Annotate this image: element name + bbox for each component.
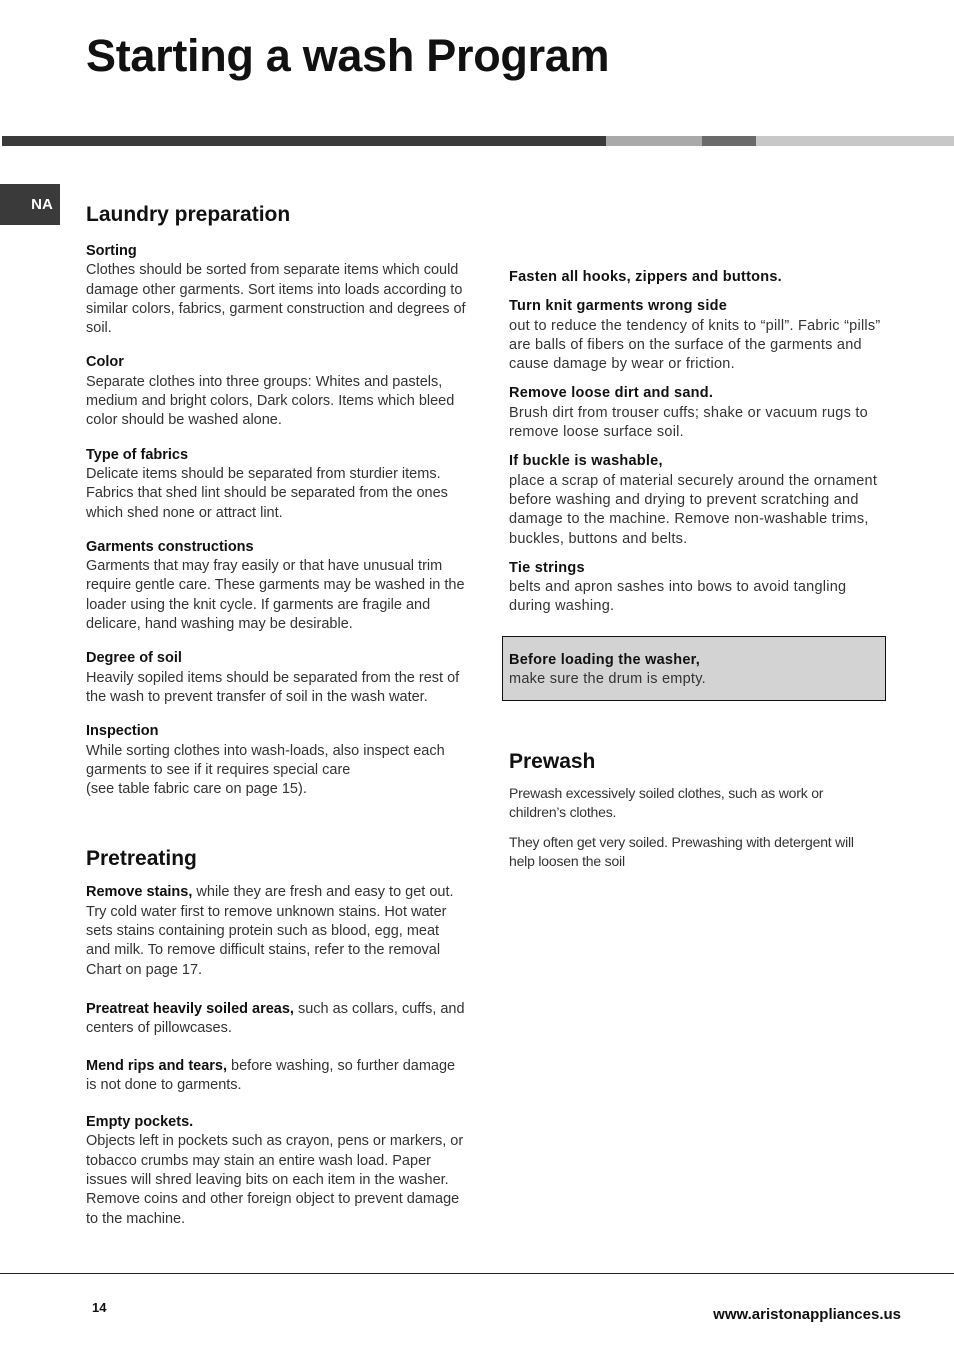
page-number: 14: [92, 1300, 107, 1315]
right-item-head: Tie strings: [509, 559, 585, 576]
notice-box: [502, 636, 886, 701]
right-item-buckle: [509, 452, 887, 548]
prep-item-head: Sorting: [86, 243, 137, 259]
region-tab-label: NA: [31, 196, 53, 213]
right-item-head: Remove loose dirt and sand.: [509, 385, 714, 402]
prep-item-body: Clothes should be sorted from separate items which could damage other garments. Sort items into loads according to similar colors, fabrics, garment construction and degrees of soil.: [86, 262, 466, 337]
pretreat-item-body: while they are fresh and easy to get out. Try cold water first to remove unknown stains. Hot water sets stains containing protein such as blood, egg, meat and milk. To remove difficult stains, refer to the removal Chart on page 17.: [86, 884, 454, 978]
header-bar-mid: [702, 136, 756, 146]
page-title: Starting a wash Program: [86, 30, 610, 81]
prep-item-sorting: [86, 242, 466, 338]
pretreat-item-body: before washing, so further damage is not done to garments.: [86, 1057, 456, 1093]
pretreat-item-stains: [86, 883, 466, 979]
right-item-fasten: [509, 268, 887, 287]
right-item-head: Fasten all hooks, zippers and buttons.: [509, 269, 782, 285]
pretreating-heading: Pretreating: [86, 847, 197, 871]
right-item-tie: [509, 559, 887, 617]
header-bar-dark: [2, 136, 606, 146]
prep-item-head: Inspection: [86, 723, 159, 740]
prep-item-body: Heavily sopiled items should be separated from the rest of the wash to prevent transfer of soil in the wash water.: [86, 669, 460, 705]
right-column: [509, 268, 887, 617]
header-bar-light: [606, 136, 702, 146]
pretreat-item-mend: [86, 1057, 466, 1096]
footer-divider: [0, 1273, 954, 1274]
prep-item-body-reference: (see table fabric care on page 15).: [86, 781, 307, 798]
prep-item-head: Color: [86, 354, 124, 371]
header-bar-pale: [756, 136, 954, 146]
right-item-body: Brush dirt from trouser cuffs; shake or vacuum rugs to remove loose surface soil.: [509, 404, 868, 441]
right-item-body: out to reduce the tendency of knits to “pill”. Fabric “pills” are balls of fibers on the surface of the garments and cause damage by wear or friction.: [509, 317, 881, 373]
pretreat-item-body: Objects left in pockets such as crayon, pens or markers, or tobacco crumbs may stain an entire wash load. Paper issues will shred leaving bits on each item in the washer. Remove coins and other foreign object to prevent damage to the machine.: [86, 1133, 464, 1227]
prewash-paragraph: Prewash excessively soiled clothes, such as work or children’s clothes.: [509, 785, 824, 821]
region-tab: [0, 184, 60, 225]
pretreat-item-head: Mend rips and tears,: [86, 1057, 228, 1074]
prep-item-color: [86, 353, 466, 430]
prep-item-body: Separate clothes into three groups: Whites and pastels, medium and bright colors, Dark colors. Items which bleed color should be washed alone.: [86, 373, 455, 429]
prewash-section: [509, 750, 879, 871]
right-item-knit: [509, 297, 887, 374]
right-item-body: belts and apron sashes into bows to avoid tangling during washing.: [509, 579, 847, 615]
laundry-preparation-heading: Laundry preparation: [86, 203, 291, 226]
right-item-head: If buckle is washable,: [509, 453, 663, 470]
prep-item-body: Delicate items should be separated from sturdier items. Fabrics that shed lint should be separated from the ones which shed none or attract lint.: [86, 465, 448, 521]
pretreat-item-pockets: [86, 1113, 466, 1229]
pretreat-item-head: Preatreat heavily soiled areas,: [86, 1000, 294, 1017]
prep-item-inspection: [86, 722, 466, 799]
right-item-head: Turn knit garments wrong side: [509, 298, 728, 315]
website-link[interactable]: www.aristonappliances.us: [713, 1306, 901, 1323]
notice-body: make sure the drum is empty.: [509, 671, 706, 688]
notice-head: Before loading the washer,: [509, 652, 701, 668]
prewash-paragraph: They often get very soiled. Prewashing with detergent will help loosen the soil: [509, 833, 854, 869]
right-item-body: place a scrap of material securely around the ornament before washing and drying to prevent scratching and damage to the machine. Remove non-washable trims, buckles, buttons and belts.: [509, 472, 878, 547]
prewash-heading: Prewash: [509, 750, 596, 773]
prep-item-fabrics: [86, 446, 466, 523]
prep-item-body: Garments that may fray easily or that have unusual trim require gentle care. These garments may be washed in the loader using the knit cycle. If garments are fragile and delicare, hand washing may be desirable.: [86, 558, 465, 633]
pretreat-item-head: Empty pockets.: [86, 1114, 194, 1131]
pretreat-item-head: Remove stains,: [86, 884, 193, 901]
prep-item-head: Degree of soil: [86, 650, 182, 667]
prep-item-body: While sorting clothes into wash-loads, also inspect each garments to see if it requires special care: [86, 742, 445, 778]
prep-item-soil: [86, 649, 466, 707]
prep-item-head: Type of fabrics: [86, 446, 189, 463]
right-item-dirt: [509, 384, 887, 442]
prep-item-constructions: [86, 538, 466, 634]
pretreat-item-body: such as collars, cuffs, and centers of pillowcases.: [86, 1000, 465, 1037]
prep-item-head: Garments constructions: [86, 538, 254, 555]
pretreat-item-heavily-soiled: [86, 1000, 466, 1039]
left-column: [86, 203, 466, 1229]
